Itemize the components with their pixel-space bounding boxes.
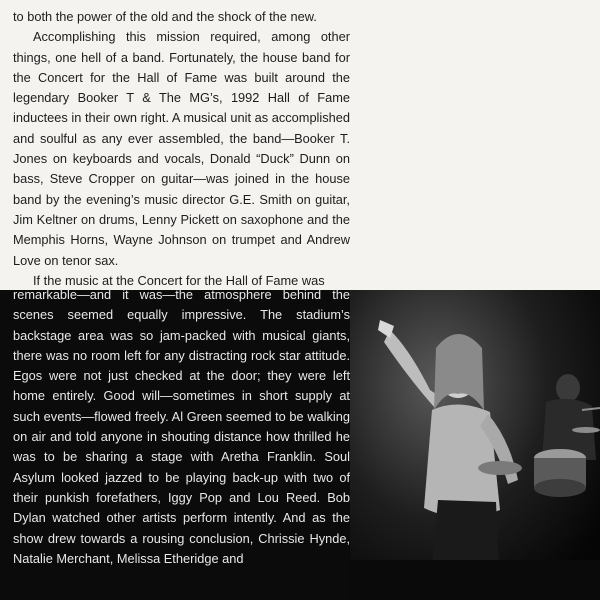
paragraph-3-continued: remarkable—and it was—the atmosphere behind the scenes seemed equally impressive. The stadium’s backstage area was so jam-packed with musical giants, there was no room left for any distracting rock star attitude. Egos were not just checked at the door; they were left home entirely. Good will—sometimes in short supply at such events—flowed freely. Al Green seemed to be walking on air and told anyone in shouting distance how thrilled he was to be sharing a stage with Aretha Franklin. Soul Asylum looked jazzed to be playing back-up with two of their punkish forefathers, Iggy Pop and Lou Reed. Bob Dylan watched other artists perform intently. And as the show drew towards a rousing conclusion, Chrissie Hynde, Natalie Merchant, Melissa Etheridge and (13, 287, 350, 566)
performer-photo-illustration (350, 290, 600, 600)
paragraph-3-first-line: If the music at the Concert for the Hall of Fame was (33, 272, 325, 288)
paragraph-1: to both the power of the old and the shock of the new. (13, 9, 317, 24)
paragraph-2: Accomplishing this mission required, among other things, one hell of a band. Fortunately, the house band for the Concert for the Hall of Fame was built around the legendary Booker T & The MG’s, 1992 Hall of Fame inductees in their own right. A musical unit as accomplished and soulful as any ever assembled, the band—Booker T. Jones on keyboards and vocals, Donald “Duck” Dunn on bass, Steve Cropper on guitar—was joined in the house band by the evening’s music director G.E. Smith on guitar, Jim Keltner on drums, Lenny Pickett on saxophone and the Memphis Horns, Wayne Johnson on trumpet and Andrew Love on tenor sax. (13, 29, 350, 268)
concert-photo (350, 290, 600, 600)
body-text-upper (13, 7, 350, 291)
